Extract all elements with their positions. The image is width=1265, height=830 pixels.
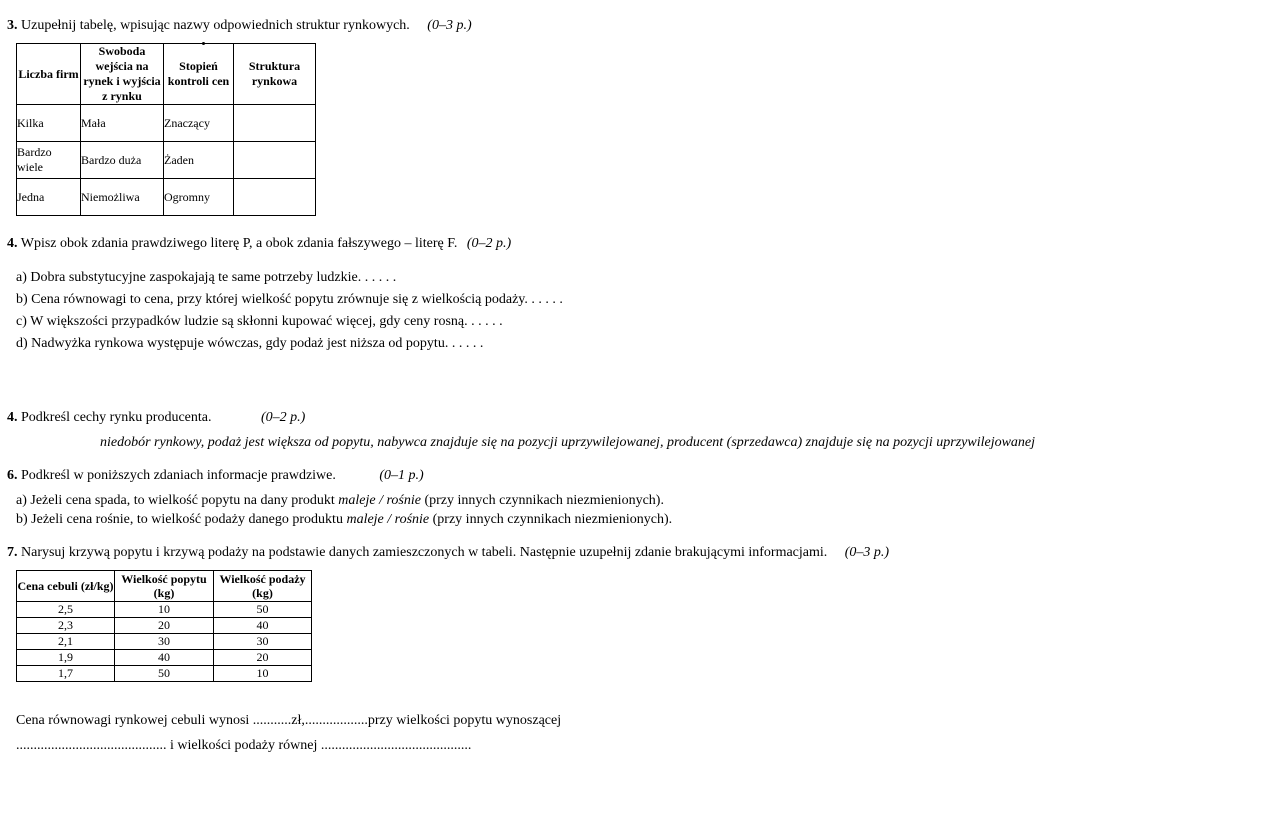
q6-points: (0–1 p.): [379, 468, 424, 483]
answer-cell[interactable]: [234, 179, 316, 216]
table-row: [17, 618, 312, 634]
q4b-heading: [7, 410, 305, 426]
table-row: [17, 179, 316, 216]
q7-text: Narysuj krzywą popytu i krzywą podaży na podstawie danych zamieszczonych w tabeli. Następnie uzupełnij zdanie brakującymi informacjami.: [21, 545, 828, 560]
answer-cell[interactable]: [234, 142, 316, 179]
header-popyt: Wielkość popytu (kg): [115, 571, 214, 602]
header-cena: Cena cebuli (zł/kg): [17, 571, 115, 602]
table-row: [17, 666, 312, 682]
statement-c: c) W większości przypadków ludzie są skłonni kupować więcej, gdy ceny rosną. . . . . .: [16, 314, 503, 329]
q6-b-post: (przy innych czynnikach niezmienionych).: [432, 512, 673, 527]
q4a-text: Wpisz obok zdania prawdziwego literę P, a obok zdania fałszywego – literę F.: [20, 236, 458, 251]
table-cell: 10: [115, 602, 214, 618]
table-cell: Żaden: [164, 142, 234, 179]
q7-heading: [7, 545, 889, 561]
table-row: [17, 650, 312, 666]
header-struktura: Struktura rynkowa: [234, 44, 316, 105]
table-cell: 40: [214, 618, 312, 634]
table-cell: 1,7: [17, 666, 115, 682]
q7-sentence-1[interactable]: Cena równowagi rynkowej cebuli wynosi ...........zł,..................przy wielkości popytu wynoszącej: [16, 713, 562, 728]
table-row: [17, 634, 312, 650]
q4b-options[interactable]: niedobór rynkowy, podaż jest większa od popytu, nabywca znajduje się na pozycji uprzywilejowanej, producent (sprzedawca) znajduje się na pozycji uprzywilejowanej: [100, 435, 1036, 450]
q3-heading: [7, 18, 472, 34]
q7-sentence-2[interactable]: ........................................... i wielkości podaży równej ...........................................: [16, 738, 472, 753]
q7-number: 7.: [7, 545, 18, 560]
header-podaz: Wielkość podaży (kg): [214, 571, 312, 602]
q4b-number: 4.: [7, 410, 18, 425]
table-cell: Bardzo wiele: [17, 142, 81, 179]
table-cell: 50: [214, 602, 312, 618]
table-cell: 30: [214, 634, 312, 650]
table-row: [17, 142, 316, 179]
table-row: [17, 602, 312, 618]
table-cell: 30: [115, 634, 214, 650]
q6-number: 6.: [7, 468, 18, 483]
table-cell: Bardzo duża: [81, 142, 164, 179]
statement-b: b) Cena równowagi to cena, przy której wielkość popytu zrównuje się z wielkością podaży. . . . . .: [16, 292, 563, 307]
table-cell: Jedna: [17, 179, 81, 216]
table-cell: 2,5: [17, 602, 115, 618]
table-cell: 50: [115, 666, 214, 682]
market-structures-table: [16, 43, 316, 216]
statement-d: d) Nadwyżka rynkowa występuje wówczas, gdy podaż jest niższa od popytu. . . . . .: [16, 336, 484, 351]
q6-heading: [7, 468, 424, 484]
header-swoboda: Swoboda wejścia na rynek i wyjścia z rynku: [81, 44, 164, 105]
q4a-number: 4.: [7, 236, 18, 251]
q6-b-pre: b) Jeżeli cena rośnie, to wielkość podaży danego produktu: [16, 512, 343, 527]
header-liczba-firm: Liczba firm: [17, 44, 81, 105]
table-cell: 20: [214, 650, 312, 666]
table-cell: Kilka: [17, 105, 81, 142]
table-cell: Mała: [81, 105, 164, 142]
q6-b-options[interactable]: maleje / rośnie: [346, 512, 430, 527]
q4b-points: (0–2 p.): [261, 410, 306, 425]
table-row: [17, 105, 316, 142]
q6-text: Podkreśl w poniższych zdaniach informacje prawdziwe.: [21, 468, 336, 483]
header-stopien: Stopień kontroli cen: [164, 44, 234, 105]
table-cell: 2,3: [17, 618, 115, 634]
q4b-text: Podkreśl cechy rynku producenta.: [21, 410, 212, 425]
q3-number: 3.: [7, 18, 18, 33]
q6-a-post: (przy innych czynnikach niezmienionych).: [424, 493, 664, 508]
answer-cell[interactable]: [234, 105, 316, 142]
table-cell: 40: [115, 650, 214, 666]
table-cell: 1,9: [17, 650, 115, 666]
table-cell: Niemożliwa: [81, 179, 164, 216]
q3-points: (0–3 p.): [427, 18, 472, 33]
table-cell: 10: [214, 666, 312, 682]
q3-text: Uzupełnij tabelę, wpisując nazwy odpowiednich struktur rynkowych.: [21, 18, 410, 33]
statement-a: a) Dobra substytucyjne zaspokajają te same potrzeby ludzkie. . . . . .: [16, 270, 397, 285]
q6-sentence-a: [16, 493, 664, 509]
onion-market-table: [16, 570, 312, 682]
q4a-heading: [7, 236, 511, 252]
q4a-points: (0–2 p.): [466, 236, 512, 251]
q7-points: (0–3 p.): [844, 545, 890, 560]
q6-a-options[interactable]: maleje / rośnie: [338, 493, 421, 508]
q6-a-pre: a) Jeżeli cena spada, to wielkość popytu na dany produkt: [16, 493, 335, 508]
table-cell: 20: [115, 618, 214, 634]
table-cell: Ogromny: [164, 179, 234, 216]
table-cell: 2,1: [17, 634, 115, 650]
table-cell: Znaczący: [164, 105, 234, 142]
q6-sentence-b: [16, 512, 672, 528]
